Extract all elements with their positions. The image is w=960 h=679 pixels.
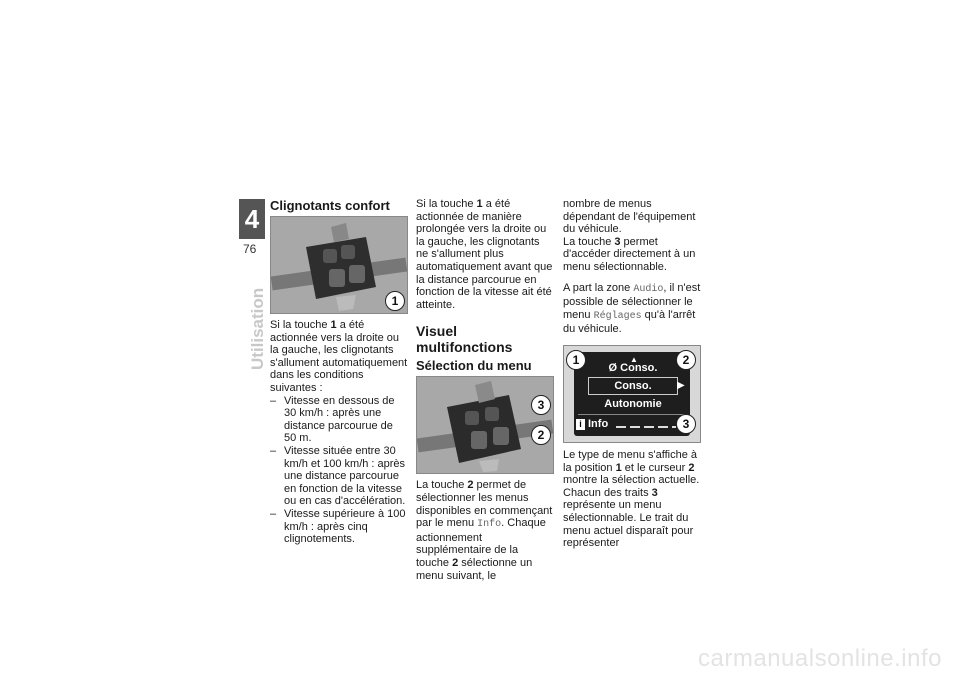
- column-1: [270, 198, 408, 546]
- watermark: carmanualsonline.info: [698, 645, 942, 672]
- figure-multifunction-display: [563, 345, 701, 443]
- paragraph-audio-settings: A part la zone Audio, il n'est possible de sélectionner le menu Réglages qu'à l'arrêt du véhicule.: [563, 281, 701, 336]
- menu-dashes: [616, 426, 676, 428]
- info-label: Info: [588, 417, 609, 430]
- column-3: [563, 198, 701, 550]
- callout-2: 2: [676, 350, 696, 370]
- column-2: [416, 198, 554, 582]
- paragraph-menu-selection: La touche 2 permet de sélectionner les menus disponibles en commençant par le menu Info. Chaque actionnement supplémentaire de la touche 2 sélectionne un menu suivant, le: [416, 479, 553, 582]
- paragraph-menus-count: nombre de menus dépendant de l'équipement du véhicule. La touche 3 permet d'accéder directement à un menu sélectionnable.: [563, 198, 696, 273]
- callout-2: 2: [531, 425, 551, 445]
- chapter-tab: 4: [239, 199, 265, 239]
- menu-item-conso-selected: Conso.: [588, 377, 678, 395]
- scroll-up-arrow-icon: ▲: [630, 354, 638, 364]
- bullet-item: – Vitesse supérieure à 100 km/h : après cinq clignotements.: [270, 507, 406, 546]
- bullet-item: – Vitesse située entre 30 km/h et 100 km/h : après une distance parcourue en fonction de la vitesse ou en cas d'accélération.: [270, 444, 406, 508]
- subsection-title-selection: Sélection du menu: [416, 358, 532, 374]
- figure-handlebar-switch: [270, 216, 408, 314]
- section-title-visuel: Visuel multifonctions: [416, 323, 513, 356]
- figure-menu-buttons: [416, 376, 554, 474]
- paragraph-menu-type: Le type de menu s'affiche à la position 1 et le curseur 2 montre la sélection actuelle. Chacun des traits 3 représente un menu sélectionnable. Le trait du menu actuel disparaît pour représenter: [563, 448, 700, 550]
- menu-item-autonomie: Autonomie: [604, 397, 662, 410]
- menu-buttons-illustration: [417, 377, 553, 473]
- bullet-item: – Vitesse en dessous de 30 km/h : après une distance parcourue de 50 m.: [270, 394, 395, 445]
- display-divider: [578, 414, 688, 415]
- cursor-arrow-icon: ▶: [677, 379, 685, 391]
- callout-1: 1: [566, 350, 586, 370]
- side-label: Utilisation: [248, 287, 267, 370]
- page-number: 76: [243, 242, 257, 256]
- callout-3: 3: [531, 395, 551, 415]
- callout-3: 3: [676, 414, 696, 434]
- info-icon: i: [576, 419, 585, 430]
- paragraph-long-press: Si la touche 1 a été actionnée de manière prolongée vers la droite ou la gauche, les clignotants ne s'allument plus automatiquement avant que la distance parcourue en fonction de la vitesse ait été atteinte.: [416, 198, 553, 311]
- callout-1: 1: [385, 291, 405, 311]
- menu-item-avg-conso: Ø Conso.: [608, 361, 658, 374]
- paragraph-intro: Si la touche 1 a été actionnée vers la droite ou la gauche, les clignotants s'allument automatiquement dans les conditions suivantes :: [270, 319, 408, 394]
- section-title-clignotants: Clignotants confort: [270, 198, 390, 213]
